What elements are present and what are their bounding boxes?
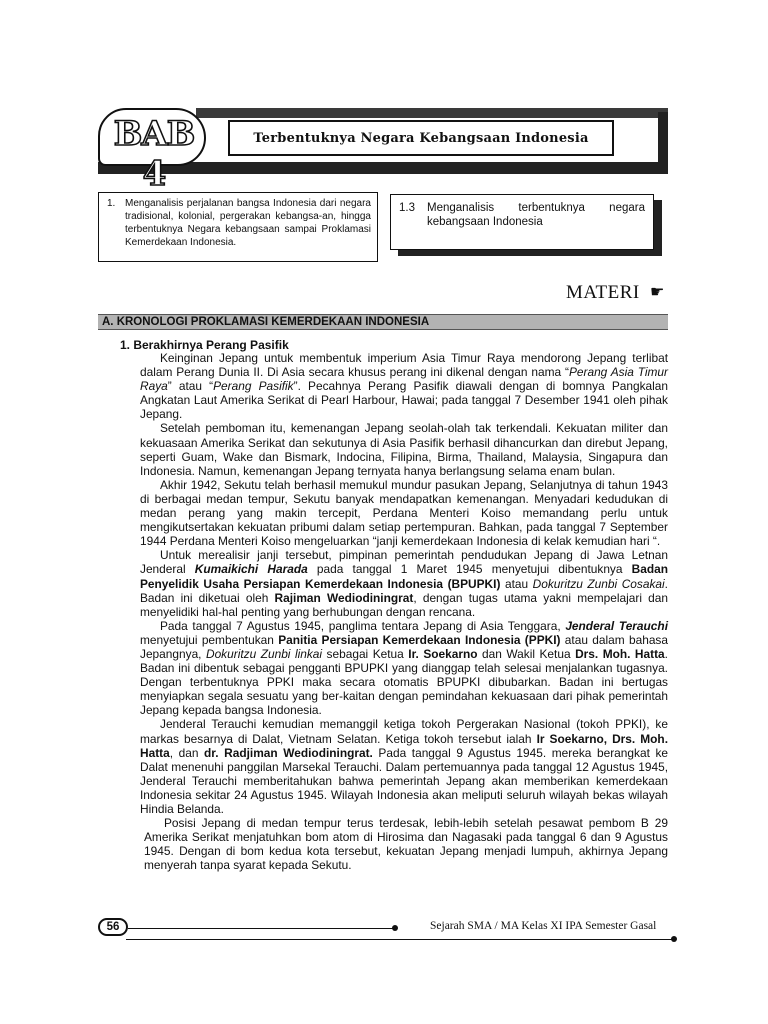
paragraph-3: Akhir 1942, Sekutu telah berhasil memukul mundur pasukan Jepang, Selanjutnya di tahun 1943 di berbagai medan tempur, Sekutu banyak mendapatkan kemenangan. Menyadari kedudukan di medan perang yang makin tercepit, Perdana Menteri Koiso memandang perlu untuk mengikutsertakan kekuatan pribumi dalam setiap pertempuran. Bahkan, pada tanggal 7 September 1944 Perdana Menteri Koiso mengeluarkan “janji kemerdekaan Indonesia di kelak kemudian hari “. (140, 477, 668, 549)
page-number-badge (98, 918, 128, 936)
section-header-bar (98, 314, 668, 330)
basic-competency-text: Menganalisis terbentuknya negara kebangsaan Indonesia (427, 202, 645, 228)
pointing-hand-icon: ☛ (650, 284, 665, 301)
basic-competency-number: 1.3 (399, 202, 415, 214)
basic-competency-box (390, 194, 654, 250)
article-body (140, 351, 668, 872)
chapter-title-box (228, 120, 614, 156)
paragraph-2: Setelah pemboman itu, kemenangan Jepang seolah-olah tak terkendali. Kekuatan militer dan kekuasaan Amerika Serikat dan sekutunya di Asia Pasifik berhasil dihancurkan dan direbut Jepang, seperti Guam, Wake dan Bismark, Indocina, Filipina, Birma, Thailand, Malaysia, Singapura dan Indonesia. Namun, kemenangan Jepang ternyata hanya berlangsung selama enam bulan. (140, 421, 668, 478)
chapter-number: BAB 4 (113, 114, 195, 194)
section-title: A. KRONOLOGI PROKLAMASI KEMERDEKAAN INDONESIA (102, 316, 430, 328)
footer-rule-upper (128, 928, 396, 929)
chapter-badge (98, 108, 206, 194)
paragraph-6: Jenderal Terauchi kemudian memanggil ketiga tokoh Pergerakan Nasional (tokoh PPKI), ke markas besarnya di Dalat, Vietnam Selatan. Ketiga tokoh tersebut ialah Ir Soekarno, Drs. Moh. Hatta, dan dr. Radjiman Wediodiningrat. Pada tanggal 9 Agustus 1945. mereka berangkat ke Dalat menenuhi panggilan Marsekal Terauchi. Dalam pertemuannya pada tanggal 12 Agustus 1945, Jenderal Terauchi memberitahukan bahwa pemerintah Jepang akan memberikan kemerdekaan Indonesia sekitar 24 Agustus 1945. Wilayah Indonesia akan meliputi seluruh wilayah bekas wilayah Hindia Belanda. (140, 717, 669, 816)
footer-dot-lower (671, 936, 677, 942)
banner-top-stripe (196, 108, 668, 118)
subsection-title: 1. Berakhirnya Perang Pasifik (120, 338, 289, 352)
footer-rule-lower (126, 939, 674, 940)
page-number: 56 (106, 921, 120, 933)
footer-dot-upper (392, 925, 398, 931)
materi-heading: MATERI (566, 282, 640, 303)
competency-standard-number: 1. (107, 198, 116, 209)
competency-standard-box (98, 192, 378, 262)
chapter-banner (98, 108, 668, 194)
paragraph-5: Pada tanggal 7 Agustus 1945, panglima tentara Jepang di Asia Tenggara, Jenderal Terauchi menyetujui pembentukan Panitia Persiapan Kemerdekaan Indonesia (PPKI) atau dalam bahasa Jepangnya, Dokuritzu Zunbi linkai sebagai Ketua Ir. Soekarno dan Wakil Ketua Drs. Moh. Hatta. Badan ini dibentuk sebagai pengganti BPUPKI yang dianggap telah selesai menjalankan tugasnya. Dengan terbentuknya PPKI maka secara otomatis BPUPKI dibubarkan. Badan ini bertugas menyiapkan segala sesuatu yang ber-kaitan dengan pemindahan kekuasaan dari pihak pemerintah Jepang kepada bangsa Indonesia. (140, 618, 668, 718)
paragraph-7: Posisi Jepang di medan tempur terus terdesak, lebih-lebih setelah pesawat pembom B 29 Amerika Serikat menjatuhkan bom atom di Hirosima dan Nagasaki pada tanggal 6 dan 9 Agustus 1945. Dengan di bom kedua kota tersebut, kekuatan Jepang menjadi lumpuh, akhirnya Jepang menyerah tanpa syarat kepada Sekutu. (144, 816, 668, 873)
paragraph-1: Keinginan Jepang untuk membentuk imperium Asia Timur Raya mendorong Jepang terlibat dalam Perang Dunia II. Di Asia secara khusus perang ini dikenal dengan nama “Perang Asia Timur Raya” atau “Perang Pasifik”. Pecahnya Perang Pasifik diawali dengan di bomnya Pangkalan Angkatan Laut Amerika Serikat di Pearl Harbour, Hawai; pada tanggal 7 Desember 1941 oleh pihak Jepang. (140, 351, 669, 422)
chapter-title: Terbentuknya Negara Kebangsaan Indonesia (253, 130, 589, 146)
paragraph-4: Untuk merealisir janji tersebut, pimpinan pemerintah pendudukan Jepang di Jawa Letnan Jenderal Kumaikichi Harada pada tanggal 1 Maret 1945 menyetujui dibentuknya Badan Penyelidik Usaha Persiapan Kemerdekaan Indonesia (BPUPKI) atau Dokuritzu Zunbi Cosakai. Badan ini diketuai oleh Rajiman Wediodiningrat, dengan tugas utama yakni mempelajari dan menyelidiki hal-hal penting yang berhubungan dengan rencana. (140, 548, 669, 619)
banner-right-edge (658, 112, 668, 174)
competency-standard-text: Menganalisis perjalanan bangsa Indonesia dari negara tradisional, kolonial, pergerakan kebangsa-an, hingga terbentuknya Negara kebangsaan sampai Proklamasi Kemerdekaan Indonesia. (125, 198, 371, 248)
footer-book-title: Sejarah SMA / MA Kelas XI IPA Semester Gasal (430, 920, 657, 932)
